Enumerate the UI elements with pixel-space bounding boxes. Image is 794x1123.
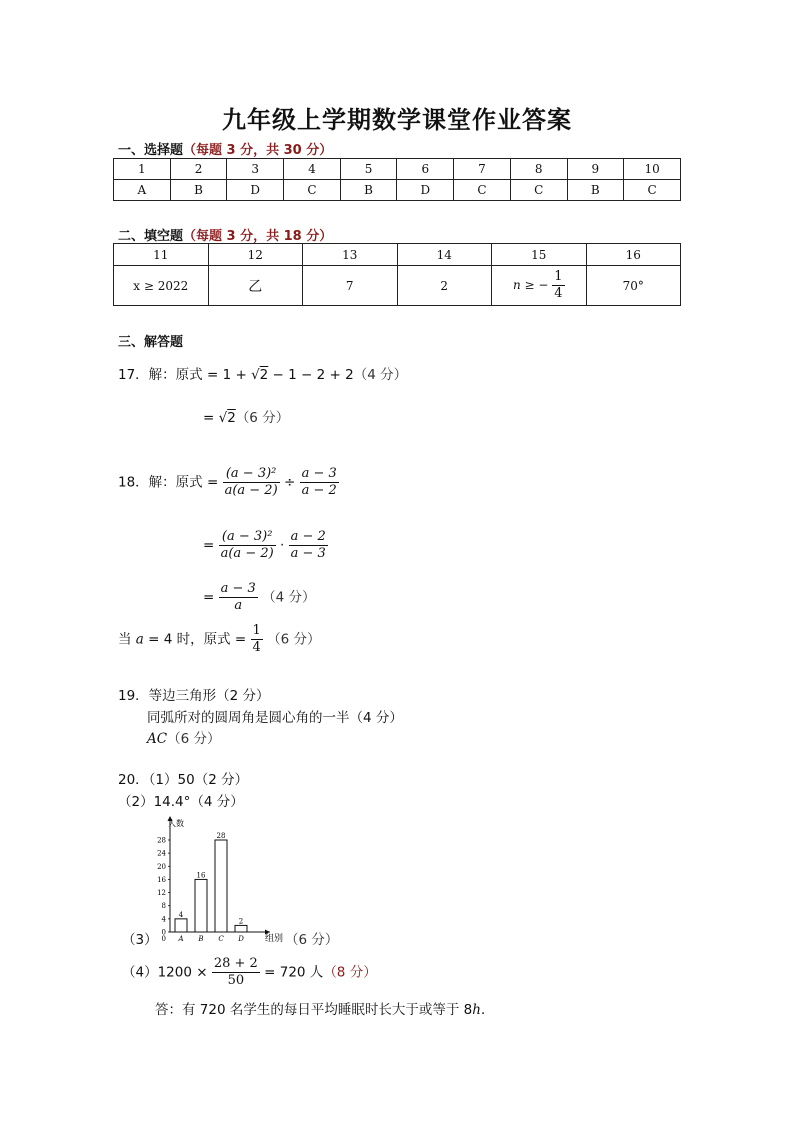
mc-answer-cell: B [170, 180, 227, 201]
q18-frac2 [300, 466, 339, 499]
q17-line1 [118, 363, 407, 383]
chart-y-tick-label: 4 [161, 915, 166, 924]
chart-bar-D [235, 925, 247, 932]
section1-note: （每题 3 分，共 30 分） [183, 143, 333, 158]
section2-label: 二、填空题 [118, 229, 184, 244]
q20-part4-den: 50 [227, 973, 245, 988]
mc-number-cell: 7 [454, 159, 511, 180]
q17-sqrt-arg: 2 [259, 367, 269, 383]
mc-answer-cell: B [567, 180, 624, 201]
q18-frac2-num: a − 3 [301, 466, 337, 481]
chart-y-tick-label: 0 [161, 928, 166, 937]
q18-op2: · [279, 537, 285, 554]
q18-eq1: = [203, 537, 215, 554]
q20-part3-score: （6 分） [285, 932, 339, 948]
q19-line1: 19．等边三角形（2 分） [118, 688, 270, 704]
chart-x-tick-label-A: A [178, 935, 184, 943]
mc-answer-cell: A [114, 180, 171, 201]
q17-eq: = [203, 410, 219, 426]
mc-number-cell: 8 [510, 159, 567, 180]
q18-result [251, 623, 263, 656]
mc-number-cell: 6 [397, 159, 454, 180]
chart-data-label-C: 28 [216, 832, 226, 840]
mc-answer-cell: D [227, 180, 284, 201]
q20-part4-score: （8 分） [323, 964, 377, 981]
fb-answer-11: x ≥ 2022 [114, 266, 209, 306]
q18-score3: （4 分） [262, 589, 316, 606]
fb-number-cell: 13 [303, 244, 398, 266]
fb-answer-12: 乙 [208, 266, 303, 306]
q17-prefix: 17．解：原式 = 1 + [118, 367, 252, 383]
q18-frac1-num: (a − 3)² [223, 466, 280, 483]
q17-sqrt2: √2 [218, 410, 236, 426]
q18-line1 [118, 466, 339, 499]
q20-answer [155, 998, 494, 1018]
mc-answer-cell: C [624, 180, 681, 201]
mc-answer-cell: C [510, 180, 567, 201]
page-title: 九年级上学期数学课堂作业答案 [222, 105, 572, 134]
chart-y-tick-label: 8 [161, 902, 166, 911]
mc-number-cell: 2 [170, 159, 227, 180]
mc-answer-cell: C [454, 180, 511, 201]
section3-heading: 三、解答题 [118, 335, 184, 350]
mc-number-cell: 3 [227, 159, 284, 180]
chart-y-tick-label: 12 [157, 889, 166, 898]
q19-line3 [147, 727, 220, 747]
q20-part4-prefix: （4）1200 × [122, 964, 208, 981]
fb-number-cell: 12 [208, 244, 303, 266]
q18-frac3 [219, 529, 276, 562]
fb-answer-15 [492, 266, 587, 306]
q17-line2 [203, 406, 289, 426]
q18-frac3-den: a(a − 2) [220, 546, 274, 561]
q18-frac5-num: a − 3 [220, 581, 256, 596]
q18-result-num: 1 [252, 623, 261, 638]
chart-y-tick-label: 16 [157, 875, 166, 884]
q20-part4-frac [212, 956, 260, 989]
q18-line3 [203, 581, 315, 614]
mc-answer-row [114, 180, 681, 201]
q19-score: （6 分） [167, 731, 221, 747]
multiple-choice-table [113, 158, 681, 201]
chart-x-tick-label-B: B [198, 935, 204, 943]
q20-part1: 20．（1）50（2 分） [118, 772, 249, 788]
chart-bar-C [215, 840, 227, 932]
fb-answer-13: 7 [303, 266, 398, 306]
mc-answer-cell: D [397, 180, 454, 201]
fb-answer-14: 2 [397, 266, 492, 306]
chart-y-label: 人数 [168, 819, 184, 828]
q17-suffix: − 1 − 2 + 2 [268, 367, 354, 383]
fb-number-row [114, 244, 681, 266]
q20-part3-label: （3） [122, 932, 158, 948]
fill-blank-table [113, 243, 681, 306]
fb15-num: 1 [554, 269, 563, 284]
fb-number-cell: 14 [397, 244, 492, 266]
mc-answer-cell: B [340, 180, 397, 201]
q18-eq2: = [203, 589, 215, 606]
mc-number-cell: 1 [114, 159, 171, 180]
q18-frac4 [289, 529, 328, 562]
chart-y-tick-label: 28 [157, 836, 166, 845]
sleep-group-bar-chart [140, 812, 290, 944]
chart-data-label-B: 16 [196, 871, 206, 880]
chart-bar-A [175, 919, 187, 932]
chart-y-tick-label: 20 [157, 862, 166, 871]
q18-score4: （6 分） [267, 631, 321, 648]
q20-answer-suffix: ． [480, 1002, 495, 1018]
q17-score1: （4 分） [353, 367, 408, 383]
fb15-den: 4 [554, 286, 563, 301]
q18-result-den: 4 [252, 640, 261, 655]
q18-frac5-den: a [234, 598, 243, 613]
chart-bars [175, 832, 247, 932]
q20-answer-prefix: 答：有 720 名学生的每日平均睡眠时长大于或等于 8 [155, 1002, 473, 1018]
q17-score2: （6 分） [235, 410, 290, 426]
mc-answer-cell: C [284, 180, 341, 201]
chart-x-tick-label-C: C [218, 935, 224, 943]
q18-when-var: a [135, 631, 144, 648]
fb-number-cell: 11 [114, 244, 209, 266]
q18-frac3-num: (a − 3)² [219, 529, 276, 546]
q20-part2: （2）14.4°（4 分） [118, 794, 244, 810]
q18-line4 [118, 623, 321, 656]
q18-prefix: 18．解：原式 = [118, 474, 219, 491]
q18-frac4-den: a − 3 [290, 546, 326, 561]
q18-frac4-num: a − 2 [290, 529, 326, 544]
q18-frac1 [223, 466, 280, 499]
mc-number-cell: 5 [340, 159, 397, 180]
fb-answer-16: 70° [586, 266, 681, 306]
q18-line2 [203, 529, 328, 562]
chart-origin-label: 0 [161, 935, 166, 943]
q20-part4 [122, 956, 377, 989]
chart-x-tick-label-D: D [238, 935, 244, 943]
q20-part4-suffix: = 720 人 [264, 964, 324, 981]
q20-answer-var: h [472, 1002, 481, 1018]
fb15-prefix: n ≥ − [512, 278, 549, 292]
chart-bar-B [195, 879, 207, 932]
section2-note: （每题 3 分，共 18 分） [183, 229, 333, 244]
mc-number-cell: 4 [284, 159, 341, 180]
chart-x-label: 组别 [265, 934, 284, 944]
q17-sqrt: √2 [251, 367, 269, 383]
chart-y-tick-label: 24 [157, 849, 166, 858]
q18-when-suffix: = 4 时，原式 = [143, 631, 247, 648]
q18-when-prefix: 当 [118, 631, 136, 648]
chart-y-ticks [157, 837, 170, 937]
q18-op1: ÷ [283, 474, 296, 491]
q18-frac5 [219, 581, 258, 614]
q18-frac1-den: a(a − 2) [224, 483, 278, 498]
mc-number-row [114, 159, 681, 180]
section1-heading [118, 139, 332, 158]
q18-frac2-den: a − 2 [301, 483, 337, 498]
q19-var: AC [147, 731, 168, 747]
q19-line2: 同弧所对的圆周角是圆心角的一半（4 分） [147, 710, 403, 726]
q17-sqrt2-arg: 2 [227, 410, 236, 426]
q20-part4-num: 28 + 2 [213, 956, 258, 971]
fb-number-cell: 16 [586, 244, 681, 266]
section1-label: 一、选择题 [118, 143, 184, 158]
fb-number-cell: 15 [492, 244, 587, 266]
section2-heading [118, 225, 332, 244]
chart-x-labels [162, 935, 245, 943]
fb15-fraction [552, 269, 564, 302]
fb-answer-row [114, 266, 681, 306]
chart-data-label-D: 2 [238, 917, 244, 926]
mc-number-cell: 9 [567, 159, 624, 180]
mc-number-cell: 10 [624, 159, 681, 180]
chart-data-label-A: 4 [178, 910, 184, 919]
